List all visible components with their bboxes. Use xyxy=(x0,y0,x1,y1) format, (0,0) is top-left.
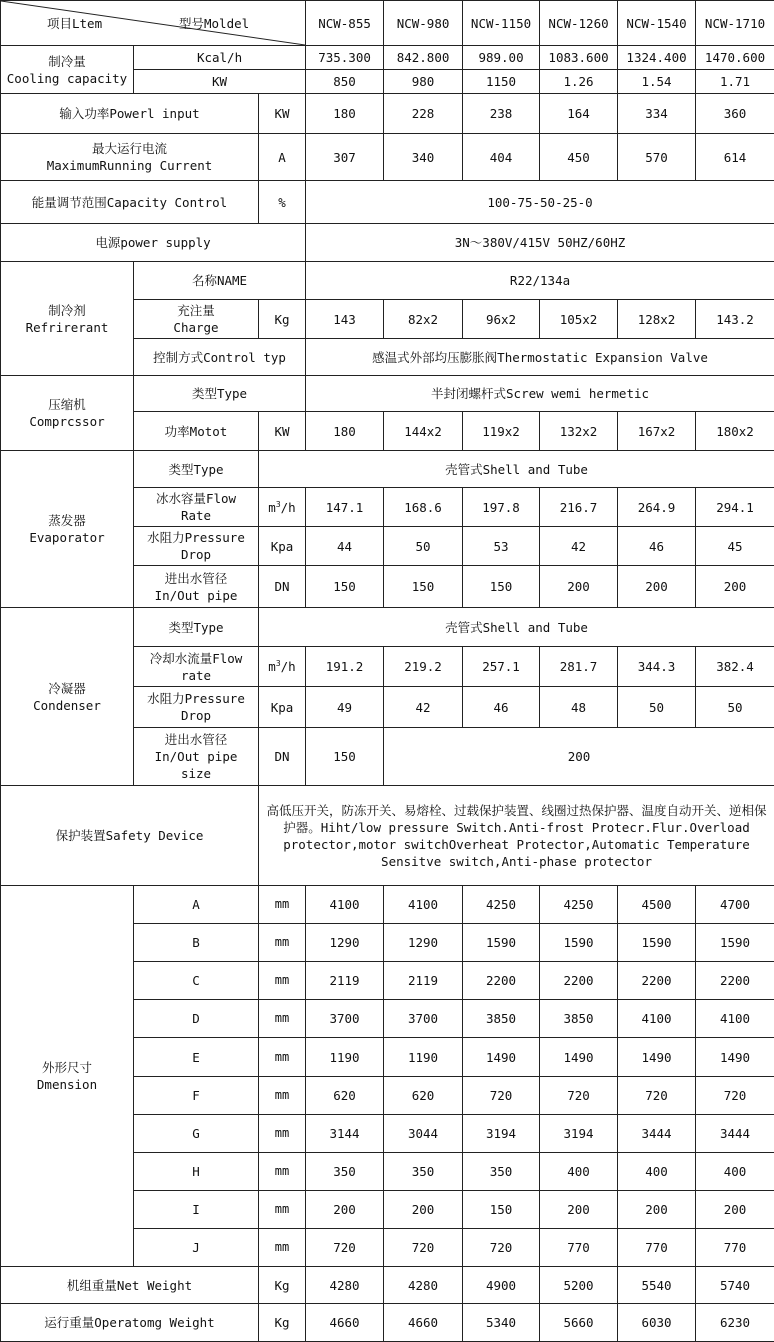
dimension-name: H xyxy=(134,1153,259,1191)
charge-value: 105x2 xyxy=(540,300,618,339)
power-input-value: 360 xyxy=(696,94,774,134)
compressor-label: 压缩机 Comprcssor xyxy=(1,376,134,451)
charge-value: 82x2 xyxy=(384,300,463,339)
evaporator-pipe-unit: DN xyxy=(259,566,306,608)
operating-weight-unit: Kg xyxy=(259,1304,306,1342)
evaporator-drop-label: 水阻力Pressure Drop xyxy=(134,527,259,566)
condenser-drop-value: 50 xyxy=(618,687,696,728)
capacity-control-row xyxy=(1,181,774,224)
condenser-drop-value: 46 xyxy=(463,687,540,728)
header-corner-cell xyxy=(1,1,306,46)
compressor-type-label: 类型Type xyxy=(134,376,306,412)
power-input-value: 228 xyxy=(384,94,463,134)
dimension-value: 200 xyxy=(618,1191,696,1229)
condenser-pipe-label: 进出水管径 In/Out pipe size xyxy=(134,728,259,786)
dimension-value: 1590 xyxy=(540,924,618,962)
dimension-value: 1590 xyxy=(618,924,696,962)
kcal-value: 1083.600 xyxy=(540,46,618,70)
dimension-name: G xyxy=(134,1115,259,1153)
dimension-value: 1290 xyxy=(384,924,463,962)
dimension-value: 200 xyxy=(384,1191,463,1229)
kcal-unit: Kcal/h xyxy=(134,46,306,70)
dimension-name: D xyxy=(134,1000,259,1038)
dimension-unit: mm xyxy=(259,1115,306,1153)
dimension-value: 1490 xyxy=(696,1038,774,1077)
dimension-name: F xyxy=(134,1077,259,1115)
condenser-type-label: 类型Type xyxy=(134,608,259,647)
dimension-value: 620 xyxy=(306,1077,384,1115)
motor-value: 180 xyxy=(306,412,384,451)
operating-weight-row xyxy=(1,1304,774,1342)
evaporator-drop-value: 42 xyxy=(540,527,618,566)
model-header: NCW-855 xyxy=(306,1,384,46)
dimension-value: 3194 xyxy=(540,1115,618,1153)
dimension-value: 1490 xyxy=(463,1038,540,1077)
dimension-value: 200 xyxy=(306,1191,384,1229)
dimension-unit: mm xyxy=(259,962,306,1000)
operating-weight-value: 5660 xyxy=(540,1304,618,1342)
net-weight-label: 机组重量Net Weight xyxy=(1,1267,259,1304)
cooling-capacity-label: 制冷量 Cooling capacity xyxy=(1,46,134,94)
power-input-value: 334 xyxy=(618,94,696,134)
kcal-value: 1324.400 xyxy=(618,46,696,70)
dimension-unit: mm xyxy=(259,1038,306,1077)
max-current-value: 450 xyxy=(540,134,618,181)
condenser-type-value: 壳管式Shell and Tube xyxy=(259,608,774,647)
kw-value: 980 xyxy=(384,70,463,94)
dimension-value: 1190 xyxy=(384,1038,463,1077)
capacity-control-unit: % xyxy=(259,181,306,224)
dimension-value: 1590 xyxy=(463,924,540,962)
dimension-value: 1290 xyxy=(306,924,384,962)
charge-value: 128x2 xyxy=(618,300,696,339)
cooling-kcal-row xyxy=(1,46,774,70)
header-row xyxy=(1,1,774,46)
kw-unit: KW xyxy=(134,70,306,94)
dimension-value: 4100 xyxy=(696,1000,774,1038)
refrigerant-name-label: 名称NAME xyxy=(134,262,306,300)
evaporator-flow-value: 264.9 xyxy=(618,488,696,527)
dimension-row xyxy=(1,886,774,924)
charge-value: 143.2 xyxy=(696,300,774,339)
charge-label: 充注量 Charge xyxy=(134,300,259,339)
model-header: NCW-1710 xyxy=(696,1,774,46)
net-weight-value: 5540 xyxy=(618,1267,696,1304)
condenser-drop-value: 42 xyxy=(384,687,463,728)
control-type-label: 控制方式Control typ xyxy=(134,339,306,376)
evaporator-flow-value: 294.1 xyxy=(696,488,774,527)
dimension-value: 3700 xyxy=(306,1000,384,1038)
evaporator-drop-unit: Kpa xyxy=(259,527,306,566)
dimension-value: 720 xyxy=(384,1229,463,1267)
max-current-value: 307 xyxy=(306,134,384,181)
power-supply-label: 电源power supply xyxy=(1,224,306,262)
condenser-pipe-value-merged: 200 xyxy=(384,728,774,786)
condenser-pipe-unit: DN xyxy=(259,728,306,786)
dimension-value: 200 xyxy=(540,1191,618,1229)
operating-weight-label: 运行重量Operatomg Weight xyxy=(1,1304,259,1342)
dimension-value: 770 xyxy=(618,1229,696,1267)
dimension-unit: mm xyxy=(259,1077,306,1115)
refrigerant-name-value: R22/134a xyxy=(306,262,774,300)
dimension-value: 2119 xyxy=(384,962,463,1000)
control-type-value: 感温式外部均压膨胀阀Thermostatic Expansion Valve xyxy=(306,339,774,376)
dimension-unit: mm xyxy=(259,924,306,962)
dimension-value: 720 xyxy=(696,1077,774,1115)
dimension-value: 400 xyxy=(618,1153,696,1191)
kw-value: 1.54 xyxy=(618,70,696,94)
evaporator-label: 蒸发器 Evaporator xyxy=(1,451,134,608)
charge-unit: Kg xyxy=(259,300,306,339)
max-current-row xyxy=(1,134,774,181)
kcal-value: 989.00 xyxy=(463,46,540,70)
evaporator-drop-value: 46 xyxy=(618,527,696,566)
condenser-flow-value: 257.1 xyxy=(463,647,540,687)
dimension-name: B xyxy=(134,924,259,962)
condenser-drop-label: 水阻力Pressure Drop xyxy=(134,687,259,728)
dimension-value: 150 xyxy=(463,1191,540,1229)
kw-value: 850 xyxy=(306,70,384,94)
motor-value: 119x2 xyxy=(463,412,540,451)
dimension-unit: mm xyxy=(259,1153,306,1191)
dimension-unit: mm xyxy=(259,1229,306,1267)
max-current-value: 404 xyxy=(463,134,540,181)
power-input-unit: KW xyxy=(259,94,306,134)
dimension-value: 720 xyxy=(463,1229,540,1267)
kcal-value: 842.800 xyxy=(384,46,463,70)
condenser-drop-value: 49 xyxy=(306,687,384,728)
capacity-control-label: 能量调节范围Capacity Control xyxy=(1,181,259,224)
dimension-value: 3444 xyxy=(618,1115,696,1153)
dimension-value: 200 xyxy=(696,1191,774,1229)
net-weight-value: 4280 xyxy=(384,1267,463,1304)
condenser-flow-value: 191.2 xyxy=(306,647,384,687)
power-input-value: 180 xyxy=(306,94,384,134)
evaporator-pipe-value: 200 xyxy=(618,566,696,608)
evaporator-flow-label: 冰水容量Flow Rate xyxy=(134,488,259,527)
dimension-value: 3850 xyxy=(540,1000,618,1038)
dimension-value: 4700 xyxy=(696,886,774,924)
motor-label: 功率Motot xyxy=(134,412,259,451)
dimension-value: 770 xyxy=(696,1229,774,1267)
dimension-value: 1190 xyxy=(306,1038,384,1077)
dimension-value: 2200 xyxy=(618,962,696,1000)
condenser-drop-unit: Kpa xyxy=(259,687,306,728)
dimension-value: 620 xyxy=(384,1077,463,1115)
max-current-label: 最大运行电流 MaximumRunning Current xyxy=(1,134,259,181)
condenser-pipe-value: 150 xyxy=(306,728,384,786)
motor-value: 180x2 xyxy=(696,412,774,451)
model-header: NCW-1260 xyxy=(540,1,618,46)
dimension-value: 1590 xyxy=(696,924,774,962)
evaporator-drop-value: 45 xyxy=(696,527,774,566)
net-weight-value: 5200 xyxy=(540,1267,618,1304)
evaporator-flow-unit: $m^3/h$ xyxy=(259,488,306,527)
dimension-name: A xyxy=(134,886,259,924)
dimension-value: 4250 xyxy=(463,886,540,924)
power-supply-value: 3N～380V/415V 50HZ/60HZ xyxy=(306,224,774,262)
condenser-flow-label: 冷却水流量Flow rate xyxy=(134,647,259,687)
dimension-value: 3194 xyxy=(463,1115,540,1153)
motor-unit: KW xyxy=(259,412,306,451)
compressor-type-value: 半封闭螺杆式Screw wemi hermetic xyxy=(306,376,774,412)
evaporator-type-label: 类型Type xyxy=(134,451,259,488)
dimension-value: 2200 xyxy=(463,962,540,1000)
motor-value: 167x2 xyxy=(618,412,696,451)
dimension-value: 770 xyxy=(540,1229,618,1267)
evaporator-type-value: 壳管式Shell and Tube xyxy=(259,451,774,488)
kcal-value: 1470.600 xyxy=(696,46,774,70)
dimension-value: 350 xyxy=(384,1153,463,1191)
dimension-value: 3044 xyxy=(384,1115,463,1153)
operating-weight-value: 6230 xyxy=(696,1304,774,1342)
motor-value: 144x2 xyxy=(384,412,463,451)
max-current-value: 570 xyxy=(618,134,696,181)
model-header: NCW-1150 xyxy=(463,1,540,46)
dimension-value: 4100 xyxy=(384,886,463,924)
evaporator-pipe-value: 200 xyxy=(696,566,774,608)
evaporator-type-row xyxy=(1,451,774,488)
condenser-flow-value: 281.7 xyxy=(540,647,618,687)
model-label: 型号Moldel xyxy=(179,15,249,32)
kcal-value: 735.300 xyxy=(306,46,384,70)
evaporator-pipe-value: 200 xyxy=(540,566,618,608)
dimension-value: 3444 xyxy=(696,1115,774,1153)
kw-value: 1.71 xyxy=(696,70,774,94)
dimension-unit: mm xyxy=(259,886,306,924)
refrigerant-label: 制冷剂 Refrirerant xyxy=(1,262,134,376)
safety-label: 保护装置Safety Device xyxy=(1,786,259,886)
max-current-unit: A xyxy=(259,134,306,181)
evaporator-flow-value: 216.7 xyxy=(540,488,618,527)
dimension-value: 2200 xyxy=(696,962,774,1000)
dimension-value: 1490 xyxy=(618,1038,696,1077)
dimension-value: 2119 xyxy=(306,962,384,1000)
condenser-flow-value: 219.2 xyxy=(384,647,463,687)
dimension-value: 1490 xyxy=(540,1038,618,1077)
charge-value: 143 xyxy=(306,300,384,339)
dimension-value: 720 xyxy=(306,1229,384,1267)
evaporator-pipe-label: 进出水管径 In/Out pipe xyxy=(134,566,259,608)
evaporator-drop-value: 44 xyxy=(306,527,384,566)
net-weight-value: 5740 xyxy=(696,1267,774,1304)
item-label: 项目Ltem xyxy=(47,15,102,32)
net-weight-value: 4280 xyxy=(306,1267,384,1304)
evaporator-pipe-value: 150 xyxy=(463,566,540,608)
compressor-type-row xyxy=(1,376,774,412)
condenser-drop-value: 50 xyxy=(696,687,774,728)
dimension-value: 3144 xyxy=(306,1115,384,1153)
dimension-value: 3700 xyxy=(384,1000,463,1038)
power-input-label: 输入功率Powerl input xyxy=(1,94,259,134)
dimension-value: 4500 xyxy=(618,886,696,924)
operating-weight-value: 4660 xyxy=(384,1304,463,1342)
model-header: NCW-980 xyxy=(384,1,463,46)
dimension-value: 3850 xyxy=(463,1000,540,1038)
evaporator-flow-value: 197.8 xyxy=(463,488,540,527)
evaporator-drop-value: 50 xyxy=(384,527,463,566)
dimension-value: 720 xyxy=(540,1077,618,1115)
capacity-control-value: 100-75-50-25-0 xyxy=(306,181,774,224)
evaporator-flow-value: 147.1 xyxy=(306,488,384,527)
evaporator-drop-value: 53 xyxy=(463,527,540,566)
condenser-flow-value: 344.3 xyxy=(618,647,696,687)
power-input-value: 238 xyxy=(463,94,540,134)
dimension-value: 4100 xyxy=(618,1000,696,1038)
dimension-value: 350 xyxy=(463,1153,540,1191)
operating-weight-value: 4660 xyxy=(306,1304,384,1342)
dimension-value: 400 xyxy=(540,1153,618,1191)
evaporator-flow-value: 168.6 xyxy=(384,488,463,527)
dimension-value: 400 xyxy=(696,1153,774,1191)
net-weight-value: 4900 xyxy=(463,1267,540,1304)
spec-table-body xyxy=(1,1,774,1342)
dimension-value: 350 xyxy=(306,1153,384,1191)
kw-value: 1.26 xyxy=(540,70,618,94)
power-supply-row xyxy=(1,224,774,262)
dimension-label: 外形尺寸 Dmension xyxy=(1,886,134,1267)
dimension-name: E xyxy=(134,1038,259,1077)
kw-value: 1150 xyxy=(463,70,540,94)
dimension-name: C xyxy=(134,962,259,1000)
refrigerant-name-row xyxy=(1,262,774,300)
operating-weight-value: 6030 xyxy=(618,1304,696,1342)
condenser-flow-value: 382.4 xyxy=(696,647,774,687)
max-current-value: 614 xyxy=(696,134,774,181)
net-weight-unit: Kg xyxy=(259,1267,306,1304)
safety-description: 高低压开关，防冻开关、易熔栓、过载保护装置、线圈过热保护器、温度自动开关、逆相保护器。Hiht/low pressure Switch.Anti-frost Protecr.Flur.Overload protector,motor switchOverheat Protector,Automatic Temperature Sensitve switch,Anti-phase protector xyxy=(259,786,774,886)
dimension-value: 720 xyxy=(463,1077,540,1115)
evaporator-pipe-value: 150 xyxy=(306,566,384,608)
power-input-row xyxy=(1,94,774,134)
condenser-label: 冷凝器 Condenser xyxy=(1,608,134,786)
evaporator-pipe-value: 150 xyxy=(384,566,463,608)
dimension-value: 4100 xyxy=(306,886,384,924)
dimension-unit: mm xyxy=(259,1000,306,1038)
condenser-drop-value: 48 xyxy=(540,687,618,728)
net-weight-row xyxy=(1,1267,774,1304)
dimension-value: 2200 xyxy=(540,962,618,1000)
dimension-name: I xyxy=(134,1191,259,1229)
max-current-value: 340 xyxy=(384,134,463,181)
power-input-value: 164 xyxy=(540,94,618,134)
safety-row xyxy=(1,786,774,886)
operating-weight-value: 5340 xyxy=(463,1304,540,1342)
dimension-value: 4250 xyxy=(540,886,618,924)
condenser-type-row xyxy=(1,608,774,647)
condenser-flow-unit: $m^3/h$ xyxy=(259,647,306,687)
dimension-name: J xyxy=(134,1229,259,1267)
motor-value: 132x2 xyxy=(540,412,618,451)
model-header: NCW-1540 xyxy=(618,1,696,46)
dimension-unit: mm xyxy=(259,1191,306,1229)
charge-value: 96x2 xyxy=(463,300,540,339)
dimension-value: 720 xyxy=(618,1077,696,1115)
